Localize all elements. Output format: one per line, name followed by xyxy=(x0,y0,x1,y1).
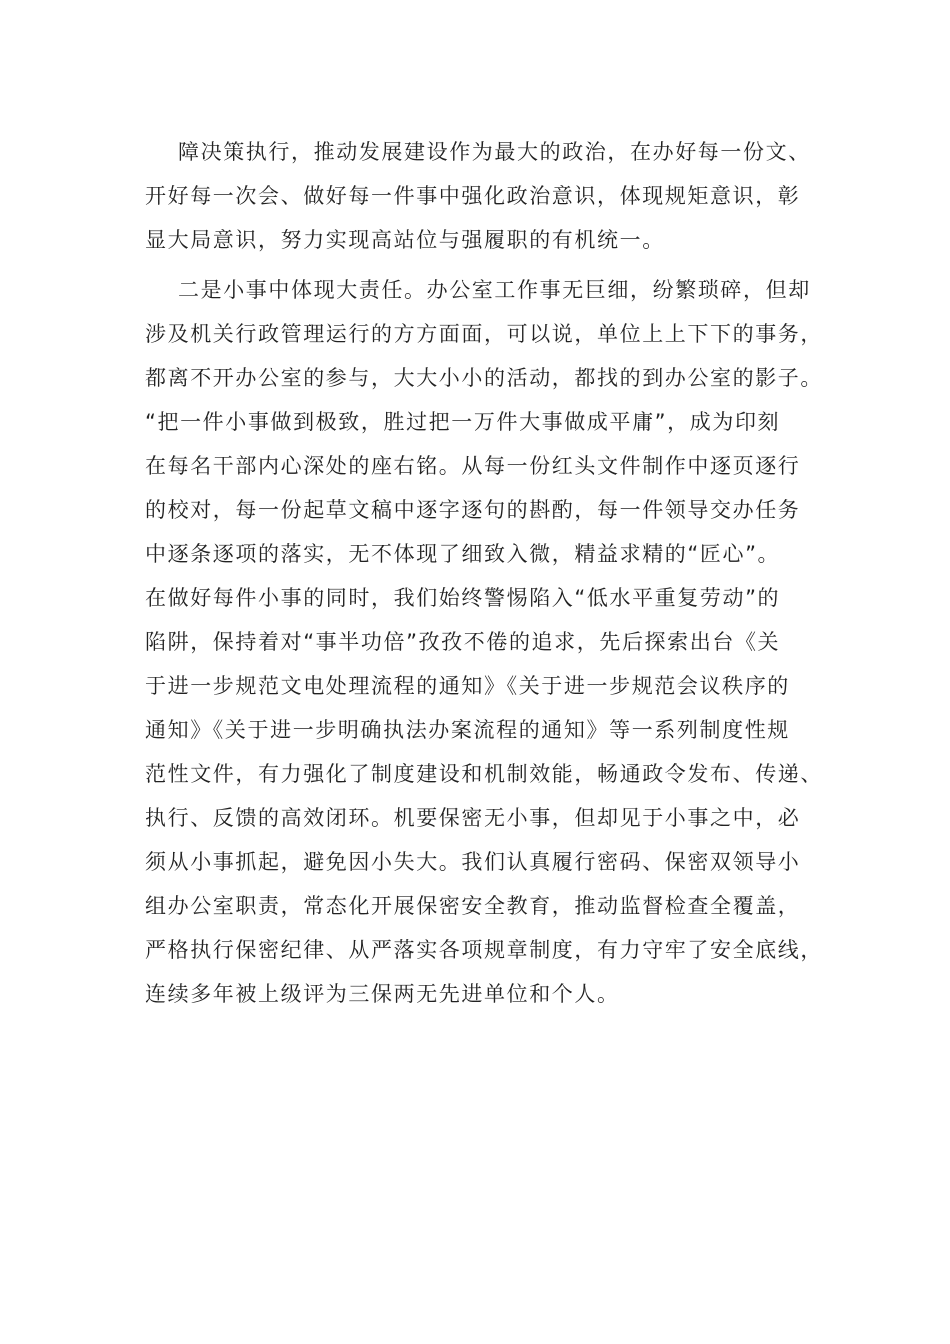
text-line: 于进一步规范文电处理流程的通知》《关于进一步规范会议秩序的 xyxy=(145,674,790,698)
paragraph-2 xyxy=(145,268,823,1016)
text-line: 障决策执行，推动发展建设作为最大的政治，在办好每一份文、 xyxy=(178,140,811,164)
text-line: 显大局意识，努力实现高站位与强履职的有机统一。 xyxy=(145,228,665,252)
text-line: 严格执行保密纪律、从严落实各项规章制度，有力守牢了安全底线， xyxy=(145,938,823,962)
text-line: 范性文件，有力强化了制度建设和机制效能，畅通政令发布、传递、 xyxy=(145,762,823,786)
text-line: 的校对，每一份起草文稿中逐字逐句的斟酌，每一件领导交办任务 xyxy=(145,498,801,522)
text-line: 涉及机关行政管理运行的方方面面，可以说，单位上上下下的事务， xyxy=(145,322,823,346)
text-line: 组办公室职责，常态化开展保密安全教育，推动监督检查全覆盖， xyxy=(145,894,801,918)
text-line: 陷阱，保持着对“事半功倍”孜孜不倦的追求，先后探索出台《关 xyxy=(145,630,781,654)
text-line: 中逐条逐项的落实，无不体现了细致入微，精益求精的“匠心”。 xyxy=(145,542,781,566)
text-line: 通知》《关于进一步明确执法办案流程的通知》等一系列制度性规 xyxy=(145,718,790,742)
text-line: 须从小事抓起，避免因小失大。我们认真履行密码、保密双领导小 xyxy=(145,850,801,874)
text-line: 都离不开办公室的参与，大大小小的活动，都找的到办公室的影子。 xyxy=(145,366,823,390)
text-line: “把一件小事做到极致，胜过把一万件大事做成平庸”，成为印刻 xyxy=(145,410,781,434)
text-line: 在每名干部内心深处的座右铭。从每一份红头文件制作中逐页逐行 xyxy=(145,454,801,478)
body-text xyxy=(145,130,823,1016)
text-line: 连续多年被上级评为三保两无先进单位和个人。 xyxy=(145,982,620,1006)
text-line: 开好每一次会、做好每一件事中强化政治意识，体现规矩意识，彰 xyxy=(145,184,801,208)
text-line: 二是小事中体现大责任。办公室工作事无巨细，纷繁琐碎，但却 xyxy=(178,278,811,302)
text-line: 执行、反馈的高效闭环。机要保密无小事，但却见于小事之中，必 xyxy=(145,806,801,830)
paragraph-1 xyxy=(145,130,811,262)
text-line: 在做好每件小事的同时，我们始终警惕陷入“低水平重复劳动”的 xyxy=(145,586,781,610)
